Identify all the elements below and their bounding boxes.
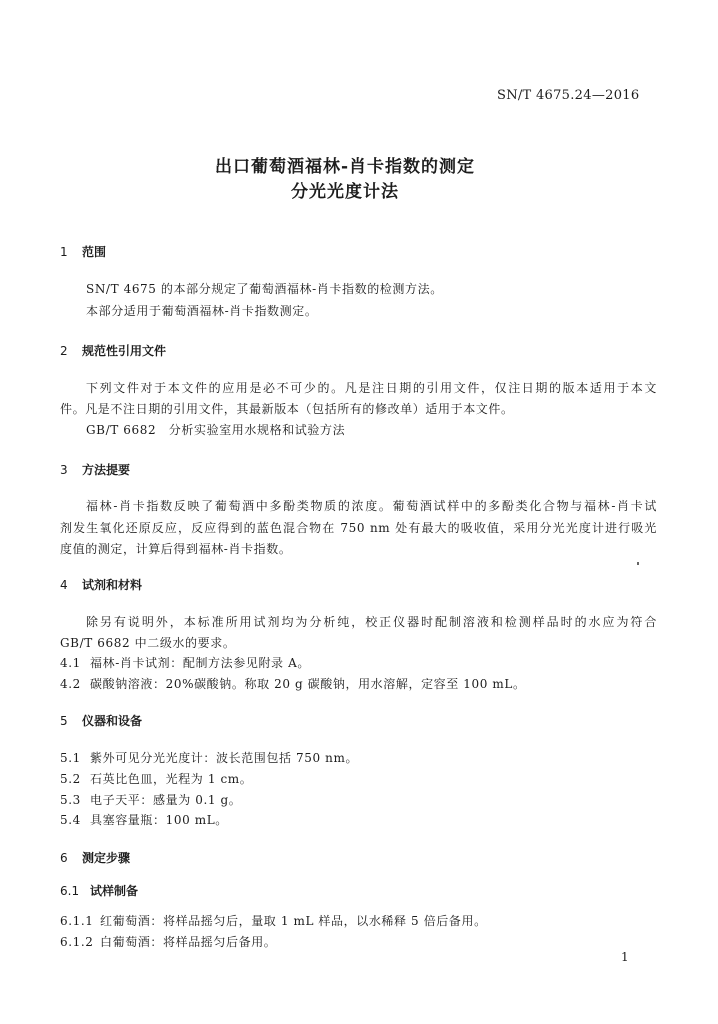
subsection-title: 试样制备 [90, 884, 139, 898]
section-title: 范围 [82, 245, 107, 259]
item-number: 6.1.2 [60, 935, 94, 949]
section-title: 测定步骤 [82, 851, 131, 865]
section-number: 1 [60, 245, 68, 259]
paragraph: SN/T 4675 的本部分规定了葡萄酒福林-肖卡指数的检测方法。 [86, 282, 443, 296]
normative-reference: GB/T 6682 分析实验室用水规格和试验方法 [86, 423, 346, 437]
section-heading-scope [60, 243, 106, 260]
section-number: 5 [60, 714, 68, 728]
item-text: 白葡萄酒：将样品摇匀后备用。 [100, 935, 277, 949]
subsection-heading-sample-preparation [60, 882, 138, 899]
subsection-number: 6.1 [60, 884, 80, 898]
item-number: 5.3 [60, 793, 81, 807]
section-title: 仪器和设备 [82, 714, 143, 728]
list-item [60, 749, 358, 766]
item-text: 紫外可见分光光度计：波长范围包括 750 nm。 [90, 751, 359, 765]
item-number: 4.2 [60, 677, 81, 691]
document-title: 出口葡萄酒福林-肖卡指数的测定 [214, 157, 476, 177]
item-text: 福林-肖卡试剂：配制方法参见附录 A。 [90, 656, 310, 670]
paragraph-line: 度值的测定，计算后得到福林-肖卡指数。 [60, 542, 292, 556]
paragraph-line: 剂发生氧化还原反应，反应得到的蓝色混合物在 750 nm 处有最大的吸收值，采用分光光度计进行吸光 [60, 521, 657, 535]
section-title: 规范性引用文件 [82, 344, 167, 358]
section-heading-normative-references [60, 342, 166, 359]
section-title: 方法提要 [82, 463, 131, 477]
document-subtitle: 分光光度计法 [291, 182, 399, 202]
paragraph-line: 下列文件对于本文件的应用是必不可少的。凡是注日期的引用文件，仅注日期的版本适用于本文 [86, 381, 657, 395]
item-number: 6.1.1 [60, 914, 94, 928]
section-heading-principle [60, 461, 130, 478]
list-item [60, 912, 487, 929]
section-heading-reagents [60, 576, 142, 593]
item-number: 4.1 [60, 656, 81, 670]
item-text: 电子天平：感量为 0.1 g。 [90, 793, 242, 807]
section-heading-procedure [60, 849, 130, 866]
list-item [60, 811, 228, 828]
scan-speck [637, 562, 639, 565]
paragraph-line: GB/T 6682 中二级水的要求。 [60, 636, 236, 650]
standard-code: SN/T 4675.24—2016 [497, 88, 640, 103]
paragraph: 本部分适用于葡萄酒福林-肖卡指数测定。 [86, 304, 318, 318]
section-number: 3 [60, 463, 68, 477]
item-text: 碳酸钠溶液：20%碳酸钠。称取 20 g 碳酸钠，用水溶解，定容至 100 mL。 [90, 677, 526, 691]
section-number: 4 [60, 578, 68, 592]
section-number: 2 [60, 344, 68, 358]
section-number: 6 [60, 851, 68, 865]
list-item [60, 791, 241, 808]
section-heading-apparatus [60, 712, 142, 729]
item-number: 5.4 [60, 813, 81, 827]
paragraph-line: 福林-肖卡指数反映了葡萄酒中多酚类物质的浓度。葡萄酒试样中的多酚类化合物与福林-肖卡试 [86, 499, 657, 513]
list-item [60, 933, 276, 950]
paragraph-line: 件。凡是不注日期的引用文件，其最新版本（包括所有的修改单）适用于本文件。 [60, 402, 514, 416]
section-title: 试剂和材料 [82, 578, 143, 592]
paragraph-line: 除另有说明外，本标准所用试剂均为分析纯，校正仪器时配制溶液和检测样品时的水应为符合 [86, 615, 657, 629]
item-number: 5.1 [60, 751, 81, 765]
page-number: 1 [621, 950, 629, 964]
item-text: 石英比色皿，光程为 1 cm。 [90, 772, 253, 786]
item-text: 具塞容量瓶：100 mL。 [90, 813, 228, 827]
item-text: 红葡萄酒：将样品摇匀后，量取 1 mL 样品，以水稀释 5 倍后备用。 [100, 914, 487, 928]
list-item [60, 770, 252, 787]
item-number: 5.2 [60, 772, 81, 786]
list-item [60, 675, 526, 692]
list-item [60, 654, 310, 671]
